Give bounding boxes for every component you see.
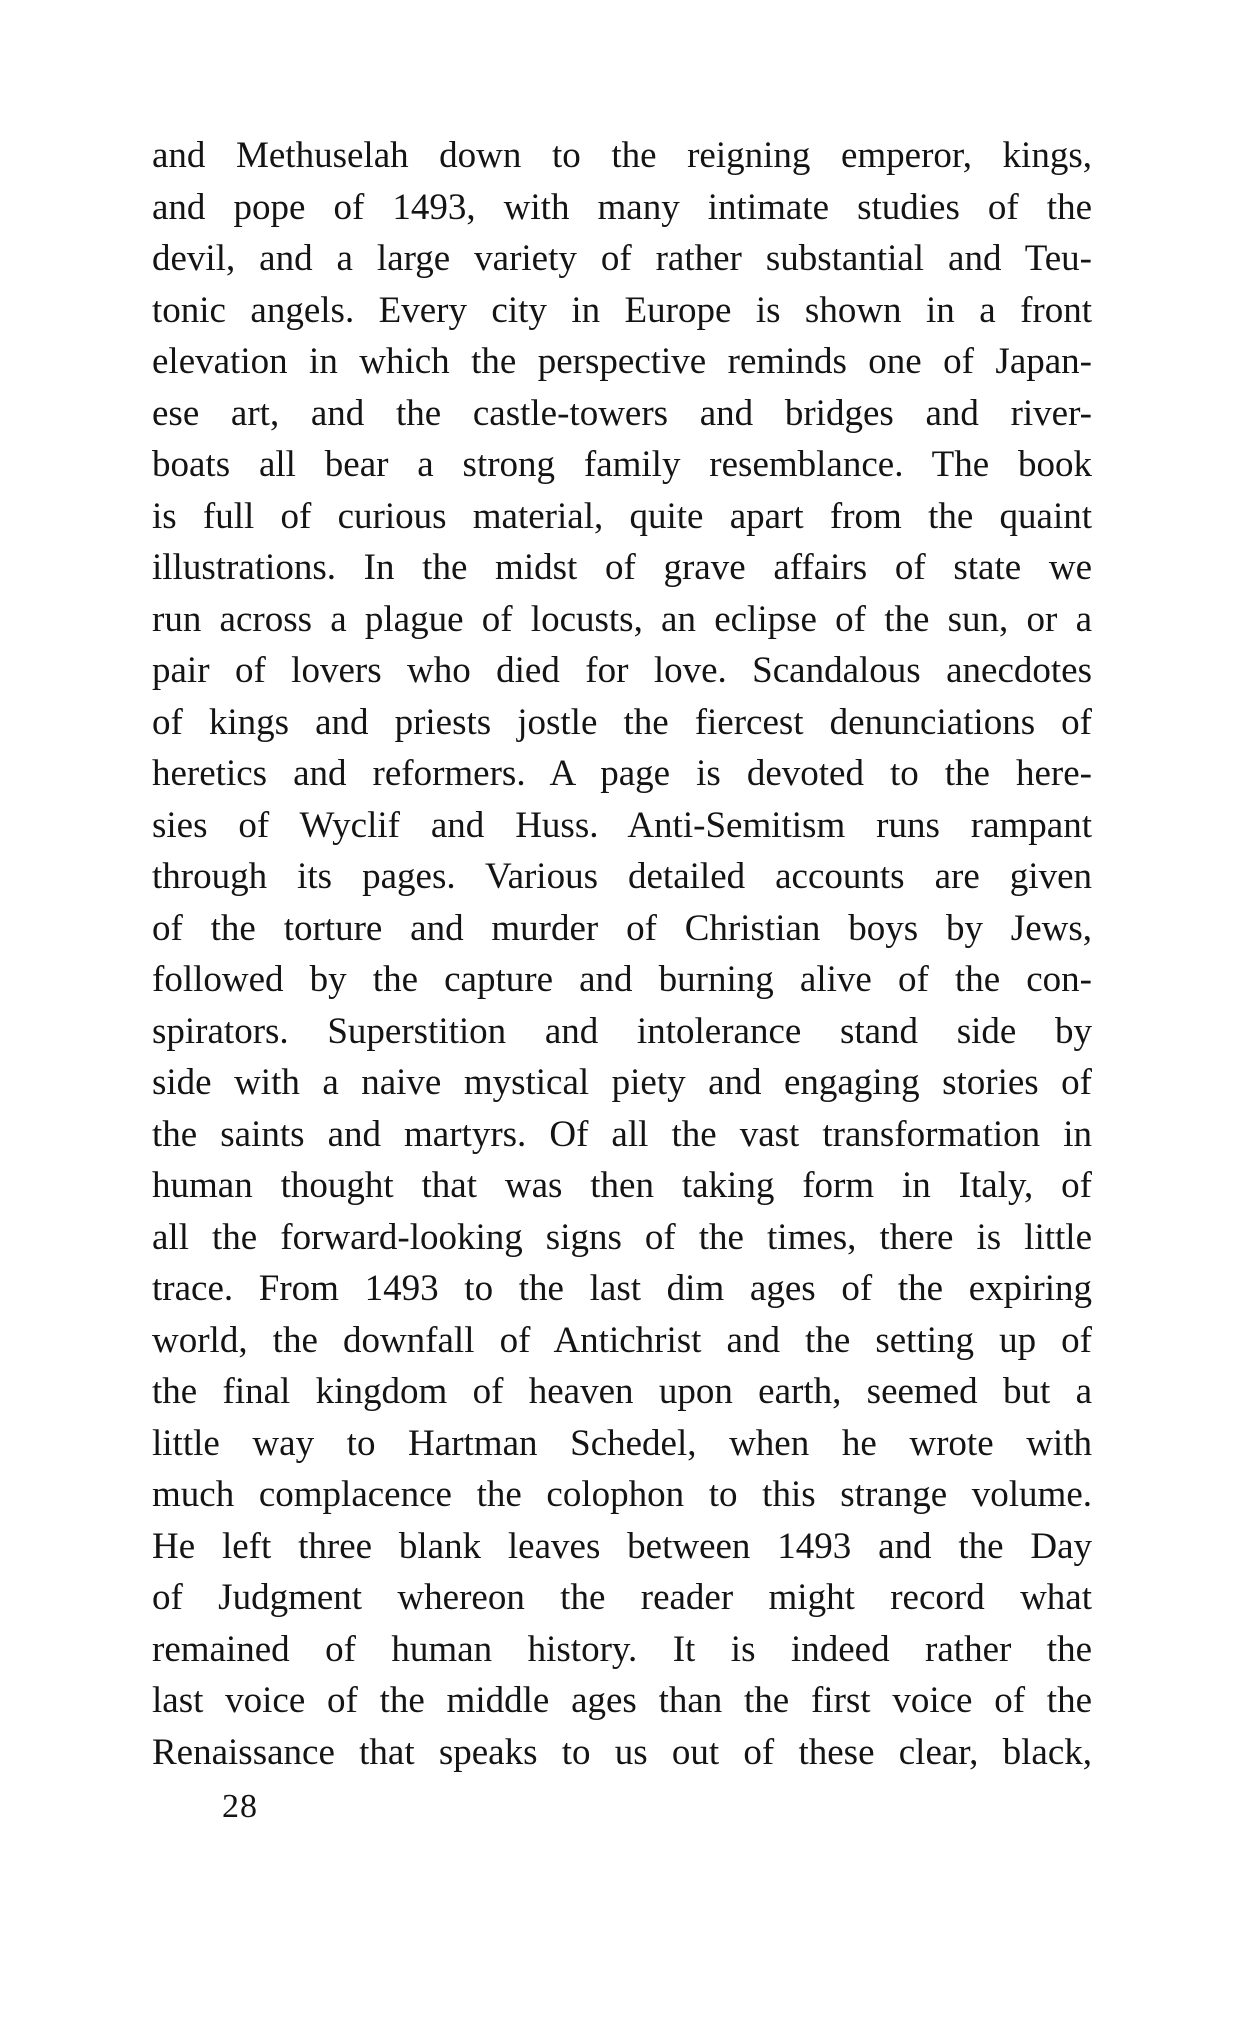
text-line: last voice of the middle ages than the first voice of the [152,1680,1092,1721]
text-line: spirators. Superstition and intolerance stand side by [152,1010,1092,1052]
text-line: human thought that was then taking form in Italy, of [152,1165,1092,1206]
text-line: illustrations. In the midst of grave affairs of state we [152,547,1092,588]
text-line: devil, and a large variety of rather substantial and Teu- [152,238,1092,279]
text-line: He left three blank leaves between 1493 and the Day [152,1525,1092,1567]
text-line: world, the downfall of Antichrist and the setting up of [152,1319,1092,1361]
text-line: much complacence the colophon to this strange volume. [152,1474,1092,1515]
text-line: heretics and reformers. A page is devoted to the here- [152,753,1092,794]
text-line: ese art, and the castle-towers and bridges and river- [152,392,1092,434]
text-line: run across a plague of locusts, an eclipse of the sun, or a [152,598,1092,640]
text-line: little way to Hartman Schedel, when he wrote with [152,1422,1092,1464]
text-line: Renaissance that speaks to us out of these clear, black, [152,1731,1092,1773]
text-line: remained of human history. It is indeed rather the [152,1628,1092,1670]
text-line: of Judgment whereon the reader might record what [152,1577,1092,1618]
text-line: is full of curious material, quite apart from the quaint [152,495,1092,537]
text-line: tonic angels. Every city in Europe is shown in a front [152,289,1092,331]
text-line: pair of lovers who died for love. Scandalous anecdotes [152,650,1092,691]
text-line: boats all bear a strong family resemblance. The book [152,444,1092,485]
text-line: all the forward-looking signs of the times, there is little [152,1216,1092,1258]
text-line: trace. From 1493 to the last dim ages of the expiring [152,1268,1092,1309]
text-line: of the torture and murder of Christian boys by Jews, [152,907,1092,949]
text-line: and pope of 1493, with many intimate studies of the [152,186,1092,228]
page-number: 28 [222,1788,258,1825]
text-line: followed by the capture and burning alive of the con- [152,959,1092,1000]
text-line: sies of Wyclif and Huss. Anti-Semitism runs rampant [152,804,1092,846]
text-line: of kings and priests jostle the fiercest denunciations of [152,701,1092,743]
text-line: through its pages. Various detailed accounts are given [152,856,1092,897]
body-text [152,130,1092,1778]
text-line: and Methuselah down to the reigning emperor, kings, [152,135,1092,176]
text-line: the saints and martyrs. Of all the vast transformation in [152,1113,1092,1155]
text-line: side with a naive mystical piety and engaging stories of [152,1062,1092,1103]
text-line: the final kingdom of heaven upon earth, seemed but a [152,1371,1092,1412]
text-line: elevation in which the perspective reminds one of Japan- [152,341,1092,382]
